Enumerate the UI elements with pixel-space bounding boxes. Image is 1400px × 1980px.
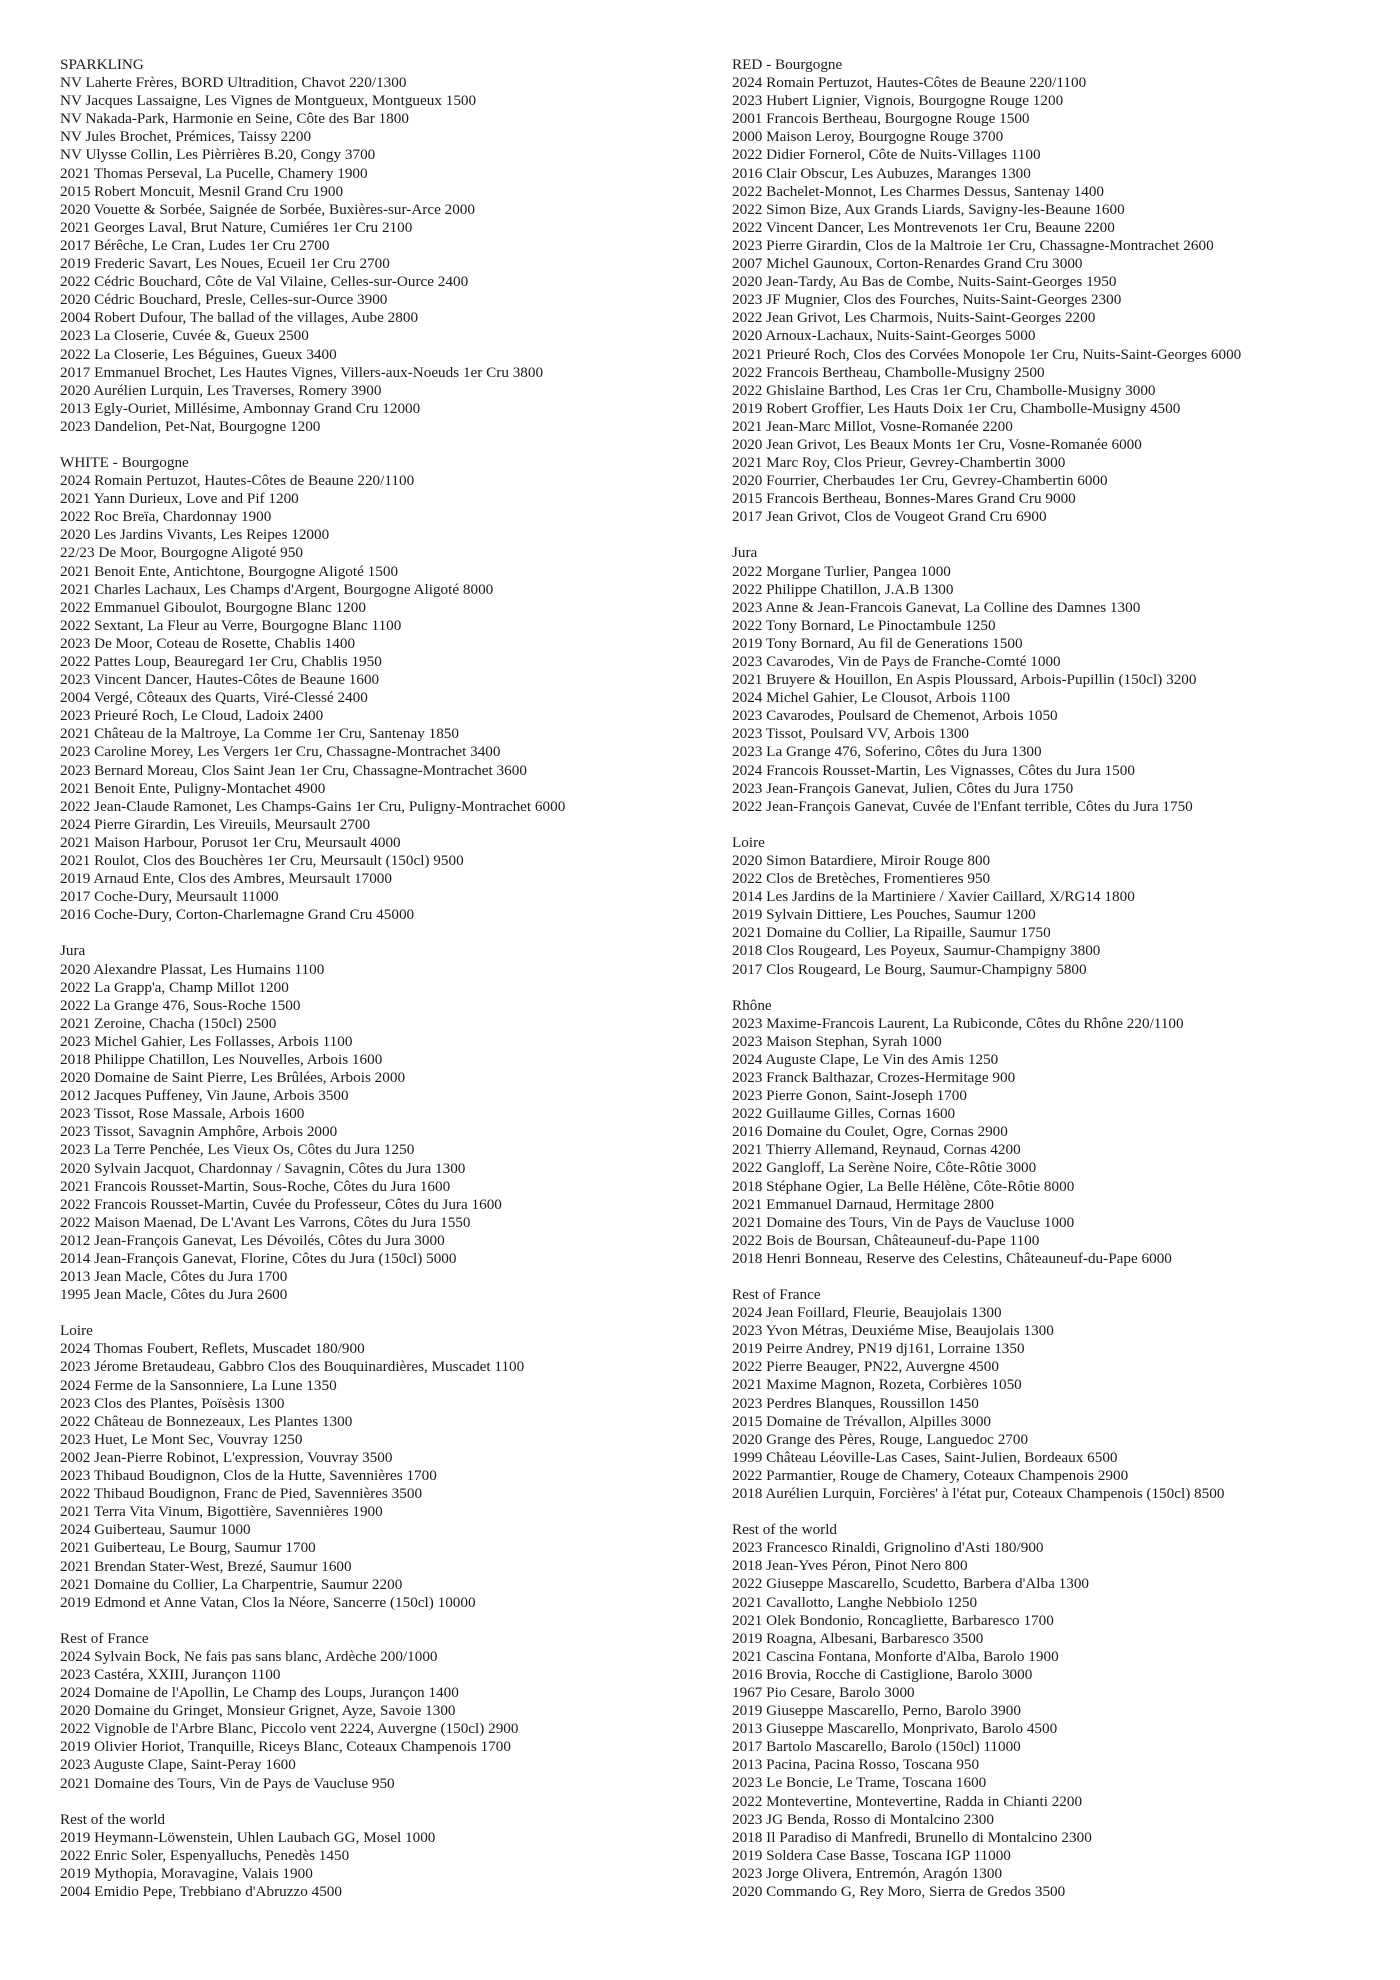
wine-entry: 2018 Aurélien Lurquin, Forcières' à l'état pur, Coteaux Champenois (150cl) 8500 <box>732 1485 1225 1503</box>
wine-entry: 2021 Maison Harbour, Porusot 1er Cru, Meursault 4000 <box>60 833 401 851</box>
wine-entry: 2013 Giuseppe Mascarello, Monprivato, Barolo 4500 <box>732 1720 1058 1738</box>
wine-entry: 2023 Hubert Lignier, Vignois, Bourgogne Rouge 1200 <box>732 92 1064 110</box>
wine-section-rest-of-france <box>732 1286 1392 1503</box>
wine-entry: 2023 Perdres Blanques, Roussillon 1450 <box>732 1394 979 1412</box>
wine-entry: 2021 Terra Vita Vinum, Bigottière, Savennières 1900 <box>60 1503 383 1521</box>
wine-entry: 2020 Fourrier, Cherbaudes 1er Cru, Gevrey-Chambertin 6000 <box>732 472 1108 490</box>
wine-entry: 2022 Didier Fornerol, Côte de Nuits-Villages 1100 <box>732 146 1041 164</box>
wine-entry: 2023 De Moor, Coteau de Rosette, Chablis 1400 <box>60 634 356 652</box>
wine-entry: 2022 Maison Maenad, De L'Avant Les Varrons, Côtes du Jura 1550 <box>60 1213 471 1231</box>
wine-entry: 2021 Thierry Allemand, Reynaud, Cornas 4200 <box>732 1141 1021 1159</box>
wine-entry: 2022 Thibaud Boudignon, Franc de Pied, Savennières 3500 <box>60 1485 423 1503</box>
wine-section-red-bourgogne <box>732 56 1392 526</box>
wine-entry: 2023 Jean-François Ganevat, Julien, Côtes du Jura 1750 <box>732 779 1074 797</box>
wine-entry: 2021 Domaine des Tours, Vin de Pays de Vaucluse 1000 <box>732 1213 1075 1231</box>
wine-entry: 2022 Philippe Chatillon, J.A.B 1300 <box>732 580 954 598</box>
wine-entry: 2023 Cavarodes, Vin de Pays de Franche-Comté 1000 <box>732 653 1061 670</box>
wine-entry: NV Jules Brochet, Prémices, Taissy 2200 <box>60 128 312 146</box>
wine-entry: 2023 Auguste Clape, Saint-Peray 1600 <box>60 1756 296 1774</box>
wine-entry: 2023 Pierre Girardin, Clos de la Maltroie 1er Cru, Chassagne-Montrachet 2600 <box>732 236 1214 254</box>
wine-entry: 2019 Frederic Savart, Les Noues, Ecueil 1er Cru 2700 <box>60 255 390 273</box>
wine-entry: 2013 Egly-Ouriet, Millésime, Ambonnay Grand Cru 12000 <box>60 399 421 417</box>
wine-entry: 2023 Francesco Rinaldi, Grignolino d'Asti 180/900 <box>732 1539 1044 1557</box>
wine-entry: 2023 Clos des Plantes, Poïsèsis 1300 <box>60 1394 285 1412</box>
wine-entry: 2023 Vincent Dancer, Hautes-Côtes de Beaune 1600 <box>60 671 380 689</box>
wine-entry: 2022 Parmantier, Rouge de Chamery, Coteaux Champenois 2900 <box>732 1466 1129 1484</box>
wine-section-jura <box>732 544 1392 815</box>
section-title: Loire <box>732 833 765 851</box>
wine-entry: 2022 Ghislaine Barthod, Les Cras 1er Cru, Chambolle-Musigny 3000 <box>732 381 1156 399</box>
wine-entry: 2022 Gangloff, La Serène Noire, Côte-Rôtie 3000 <box>732 1159 1037 1177</box>
section-title: Rhône <box>732 996 772 1014</box>
wine-entry: 2021 Benoit Ente, Puligny-Montachet 4900 <box>60 779 326 797</box>
wine-entry: 2024 Jean Foillard, Fleurie, Beaujolais 1300 <box>732 1304 1002 1322</box>
wine-entry: 2024 Romain Pertuzot, Hautes-Côtes de Beaune 220/1100 <box>732 74 1087 92</box>
wine-entry: 2023 Yvon Métras, Deuxiéme Mise, Beaujolais 1300 <box>732 1322 1054 1340</box>
wine-entry: 2023 Bernard Moreau, Clos Saint Jean 1er Cru, Chassagne-Montrachet 3600 <box>60 761 527 779</box>
wine-entry: 2022 Enric Soler, Espenyalluchs, Penedès 1450 <box>60 1846 350 1864</box>
wine-entry: 2023 Jorge Olivera, Entremón, Aragón 1300 <box>732 1864 1003 1882</box>
wine-entry: 2022 Jean-François Ganevat, Cuvée de l'Enfant terrible, Côtes du Jura 1750 <box>732 797 1193 815</box>
wine-entry: 2020 Les Jardins Vivants, Les Reipes 12000 <box>60 526 330 544</box>
wine-entry: 2024 Ferme de la Sansonniere, La Lune 1350 <box>60 1376 337 1394</box>
wine-entry: 2021 Yann Durieux, Love and Pif 1200 <box>60 490 299 508</box>
wine-entry: 2018 Stéphane Ogier, La Belle Hélène, Côte-Rôtie 8000 <box>732 1177 1075 1195</box>
wine-entry: 2020 Domaine de Saint Pierre, Les Brûlées, Arbois 2000 <box>60 1069 406 1087</box>
wine-entry: 2023 La Terre Penchée, Les Vieux Os, Côtes du Jura 1250 <box>60 1141 415 1159</box>
wine-entry: 2022 Tony Bornard, Le Pinoctambule 1250 <box>732 616 996 634</box>
wine-entry: 1999 Château Léoville-Las Cases, Saint-Julien, Bordeaux 6500 <box>732 1448 1118 1466</box>
wine-entry: 2020 Jean-Tardy, Au Bas de Combe, Nuits-Saint-Georges 1950 <box>732 273 1117 291</box>
wine-entry: 2022 Cédric Bouchard, Côte de Val Vilaine, Celles-sur-Ource 2400 <box>60 273 469 291</box>
wine-entry: 2019 Tony Bornard, Au fil de Generations 1500 <box>732 634 1023 652</box>
wine-section-rhone <box>732 997 1392 1268</box>
wine-entry: 2021 Marc Roy, Clos Prieur, Gevrey-Chambertin 3000 <box>732 454 1066 472</box>
wine-entry: 2019 Mythopia, Moravagine, Valais 1900 <box>60 1864 313 1882</box>
wine-entry: 2021 Prieuré Roch, Clos des Corvées Monopole 1er Cru, Nuits-Saint-Georges 6000 <box>732 345 1242 363</box>
wine-entry: 2023 Maxime-Francois Laurent, La Rubiconde, Côtes du Rhône 220/1100 <box>732 1014 1184 1032</box>
section-title: RED - Bourgogne <box>732 56 843 73</box>
wine-entry: 2022 Morgane Turlier, Pangea 1000 <box>732 562 951 580</box>
wine-entry: 2022 Sextant, La Fleur au Verre, Bourgogne Blanc 1100 <box>60 616 402 634</box>
wine-list <box>60 1648 720 1793</box>
wine-entry: 2020 Sylvain Jacquot, Chardonnay / Savagnin, Côtes du Jura 1300 <box>60 1159 466 1177</box>
wine-entry: 2022 La Grapp'a, Champ Millot 1200 <box>60 978 289 996</box>
wine-entry: 2022 Pierre Beauger, PN22, Auvergne 4500 <box>732 1358 999 1376</box>
section-title: Rest of France <box>732 1286 821 1303</box>
wine-entry: 2022 Bois de Boursan, Châteauneuf-du-Pape 1100 <box>732 1231 1040 1249</box>
wine-entry: 2012 Jean-François Ganevat, Les Dévoilés, Côtes du Jura 3000 <box>60 1231 445 1249</box>
wine-entry: 2012 Jacques Puffeney, Vin Jaune, Arbois 3500 <box>60 1087 349 1105</box>
wine-entry: 2024 Sylvain Bock, Ne fais pas sans blanc, Ardèche 200/1000 <box>60 1647 438 1665</box>
wine-entry: 2023 Tissot, Poulsard VV, Arbois 1300 <box>732 725 970 743</box>
wine-entry: 2014 Les Jardins de la Martiniere / Xavier Caillard, X/RG14 1800 <box>732 888 1135 906</box>
section-title: Jura <box>732 544 758 562</box>
wine-entry: 2022 Roc Breïa, Chardonnay 1900 <box>60 508 272 526</box>
wine-section-loire <box>60 1322 720 1612</box>
wine-entry: 2023 Dandelion, Pet-Nat, Bourgogne 1200 <box>60 417 321 435</box>
wine-entry: 2021 Benoit Ente, Antichtone, Bourgogne Aligoté 1500 <box>60 562 399 580</box>
wine-list <box>60 1340 720 1611</box>
wine-section-loire <box>732 834 1392 979</box>
wine-entry: 2019 Peirre Andrey, PN19 dj161, Lorraine 1350 <box>732 1340 1025 1358</box>
wine-section-white-bourgogne <box>60 454 720 924</box>
wine-entry: 2023 JG Benda, Rosso di Montalcino 2300 <box>732 1810 994 1828</box>
wine-entry: 2020 Grange des Pères, Rouge, Languedoc 2700 <box>732 1430 1029 1448</box>
wine-entry: 2019 Soldera Case Basse, Toscana IGP 11000 <box>732 1846 1011 1864</box>
wine-entry: 2021 Emmanuel Darnaud, Hermitage 2800 <box>732 1195 994 1213</box>
wine-entry: 22/23 De Moor, Bourgogne Aligoté 950 <box>60 544 303 562</box>
wine-entry: 2023 La Closerie, Cuvée &, Gueux 2500 <box>60 327 309 345</box>
wine-entry: 2024 Pierre Girardin, Les Vireuils, Meursault 2700 <box>60 815 371 833</box>
wine-entry: NV Ulysse Collin, Les Pièrrières B.20, Congy 3700 <box>60 146 376 164</box>
wine-entry: 2024 Francois Rousset-Martin, Les Vignasses, Côtes du Jura 1500 <box>732 761 1135 779</box>
wine-entry: 2023 Jérome Bretaudeau, Gabbro Clos des Bouquinardières, Muscadet 1100 <box>60 1358 525 1376</box>
wine-entry: 2015 Francois Bertheau, Bonnes-Mares Grand Cru 9000 <box>732 490 1076 508</box>
wine-entry: 2015 Domaine de Trévallon, Alpilles 3000 <box>732 1412 992 1430</box>
wine-entry: 2020 Jean Grivot, Les Beaux Monts 1er Cru, Vosne-Romanée 6000 <box>732 435 1142 453</box>
wine-list <box>732 852 1392 979</box>
wine-entry: 2022 Pattes Loup, Beauregard 1er Cru, Chablis 1950 <box>60 653 382 670</box>
wine-entry: 2020 Arnoux-Lachaux, Nuits-Saint-Georges 5000 <box>732 327 1036 345</box>
wine-entry: 2022 Jean Grivot, Les Charmois, Nuits-Saint-Georges 2200 <box>732 309 1096 327</box>
wine-entry: 2022 Montevertine, Montevertine, Radda in Chianti 2200 <box>732 1792 1083 1810</box>
wine-list <box>60 961 720 1305</box>
wine-list <box>732 1539 1392 1901</box>
wine-entry: 2018 Il Paradiso di Manfredi, Brunello di Montalcino 2300 <box>732 1828 1092 1846</box>
wine-entry: 2023 Le Boncie, Le Trame, Toscana 1600 <box>732 1774 987 1792</box>
wine-entry: 2018 Jean-Yves Péron, Pinot Nero 800 <box>732 1557 968 1575</box>
section-title: Rest of France <box>60 1629 149 1647</box>
wine-section-sparkling <box>60 56 720 436</box>
wine-entry: 2017 Coche-Dury, Meursault 11000 <box>60 888 279 906</box>
wine-entry: 2021 Cascina Fontana, Monforte d'Alba, Barolo 1900 <box>732 1647 1059 1665</box>
wine-entry: 2021 Brendan Stater-West, Brezé, Saumur 1600 <box>60 1557 352 1575</box>
wine-entry: 2021 Zeroine, Chacha (150cl) 2500 <box>60 1014 277 1032</box>
wine-entry: 2021 Thomas Perseval, La Pucelle, Chamery 1900 <box>60 164 368 182</box>
wine-entry: 2018 Philippe Chatillon, Les Nouvelles, Arbois 1600 <box>60 1050 383 1068</box>
wine-entry: 2023 Prieuré Roch, Le Cloud, Ladoix 2400 <box>60 707 324 725</box>
wine-entry: 2021 Domaine des Tours, Vin de Pays de Vaucluse 950 <box>60 1774 395 1792</box>
wine-entry: 2021 Domaine du Collier, La Charpentrie, Saumur 2200 <box>60 1575 403 1593</box>
wine-entry: 2007 Michel Gaunoux, Corton-Renardes Grand Cru 3000 <box>732 255 1083 273</box>
wine-entry: 2023 Anne & Jean-Francois Ganevat, La Colline des Damnes 1300 <box>732 598 1141 616</box>
wine-entry: 2020 Simon Batardiere, Miroir Rouge 800 <box>732 851 991 869</box>
wine-entry: 2021 Cavallotto, Langhe Nebbiolo 1250 <box>732 1593 978 1611</box>
wine-entry: 2017 Bérêche, Le Cran, Ludes 1er Cru 2700 <box>60 236 330 254</box>
wine-entry: 2020 Aurélien Lurquin, Les Traverses, Romery 3900 <box>60 381 382 399</box>
wine-entry: 2022 Simon Bize, Aux Grands Liards, Savigny-les-Beaune 1600 <box>732 200 1125 218</box>
wine-entry: 2023 Tissot, Rose Massale, Arbois 1600 <box>60 1105 305 1123</box>
wine-entry: 2021 Bruyere & Houillon, En Aspis Ploussard, Arbois-Pupillin (150cl) 3200 <box>732 671 1197 689</box>
wine-list <box>60 74 720 436</box>
wine-entry: 2023 Maison Stephan, Syrah 1000 <box>732 1032 942 1050</box>
wine-entry: 2016 Domaine du Coulet, Ogre, Cornas 2900 <box>732 1123 1008 1141</box>
wine-entry: 2022 Guillaume Gilles, Cornas 1600 <box>732 1105 956 1123</box>
wine-entry: 2018 Henri Bonneau, Reserve des Celestins, Châteauneuf-du-Pape 6000 <box>732 1249 1172 1267</box>
wine-entry: 2024 Thomas Foubert, Reflets, Muscadet 180/900 <box>60 1340 365 1358</box>
wine-entry: 2019 Edmond et Anne Vatan, Clos la Néore, Sancerre (150cl) 10000 <box>60 1593 476 1611</box>
wine-entry: 2017 Bartolo Mascarello, Barolo (150cl) 11000 <box>732 1738 1021 1756</box>
wine-entry: 2023 Franck Balthazar, Crozes-Hermitage 900 <box>732 1068 1016 1086</box>
wine-entry: 2021 Château de la Maltroye, La Comme 1er Cru, Santenay 1850 <box>60 725 459 743</box>
wine-entry: 2021 Georges Laval, Brut Nature, Cumiéres 1er Cru 2100 <box>60 218 413 236</box>
wine-entry: 2021 Domaine du Collier, La Ripaille, Saumur 1750 <box>732 924 1051 942</box>
wine-entry: 2022 Francois Rousset-Martin, Cuvée du Professeur, Côtes du Jura 1600 <box>60 1195 502 1213</box>
wine-entry: 2018 Clos Rougeard, Les Poyeux, Saumur-Champigny 3800 <box>732 942 1101 960</box>
wine-entry: 2016 Brovia, Rocche di Castiglione, Barolo 3000 <box>732 1665 1033 1683</box>
wine-entry: 2024 Romain Pertuzot, Hautes-Côtes de Beaune 220/1100 <box>60 472 415 490</box>
wine-list <box>732 74 1392 526</box>
wine-entry: 2013 Pacina, Pacina Rosso, Toscana 950 <box>732 1756 980 1774</box>
wine-entry: 2020 Commando G, Rey Moro, Sierra de Gredos 3500 <box>732 1883 1066 1900</box>
wine-section-rest-of-the-world <box>60 1811 720 1901</box>
wine-section-jura <box>60 942 720 1304</box>
wine-entry: 2019 Robert Groffier, Les Hauts Doix 1er Cru, Chambolle-Musigny 4500 <box>732 399 1181 417</box>
wine-entry: 2022 La Grange 476, Sous-Roche 1500 <box>60 996 301 1014</box>
wine-entry: 2023 Pierre Gonon, Saint-Joseph 1700 <box>732 1087 967 1105</box>
wine-entry: 2016 Coche-Dury, Corton-Charlemagne Grand Cru 45000 <box>60 906 415 924</box>
wine-entry: NV Nakada-Park, Harmonie en Seine, Côte des Bar 1800 <box>60 110 409 128</box>
wine-list <box>732 1015 1392 1268</box>
section-title: Rest of the world <box>732 1521 838 1539</box>
wine-entry: 2021 Olek Bondonio, Roncagliette, Barbaresco 1700 <box>732 1611 1054 1629</box>
wine-entry: 2022 Clos de Bretèches, Fromentieres 950 <box>732 870 991 888</box>
wine-entry: 2023 Thibaud Boudignon, Clos de la Hutte, Savennières 1700 <box>60 1467 437 1485</box>
wine-entry: 2014 Jean-François Ganevat, Florine, Côtes du Jura (150cl) 5000 <box>60 1250 457 1267</box>
wine-entry: 2017 Emmanuel Brochet, Les Hautes Vignes, Villers-aux-Noeuds 1er Cru 3800 <box>60 363 544 381</box>
wine-entry: 2024 Domaine de l'Apollin, Le Champ des Loups, Jurançon 1400 <box>60 1684 459 1702</box>
wine-entry: 2023 Cavarodes, Poulsard de Chemenot, Arbois 1050 <box>732 707 1058 725</box>
wine-entry: 2024 Auguste Clape, Le Vin des Amis 1250 <box>732 1050 999 1068</box>
wine-entry: 2013 Jean Macle, Côtes du Jura 1700 <box>60 1268 288 1286</box>
wine-entry: 2019 Roagna, Albesani, Barbaresco 3500 <box>732 1629 984 1647</box>
wine-entry: 2021 Francois Rousset-Martin, Sous-Roche, Côtes du Jura 1600 <box>60 1177 451 1195</box>
wine-entry: 2020 Domaine du Gringet, Monsieur Grignet, Ayze, Savoie 1300 <box>60 1702 456 1720</box>
wine-entry: 2022 Vincent Dancer, Les Montrevenots 1er Cru, Beaune 2200 <box>732 218 1115 236</box>
left-column <box>60 56 720 1919</box>
wine-list <box>60 1829 720 1901</box>
wine-entry: 2022 Vignoble de l'Arbre Blanc, Piccolo vent 2224, Auvergne (150cl) 2900 <box>60 1720 519 1738</box>
wine-entry: 2020 Vouette & Sorbée, Saignée de Sorbée, Buxières-sur-Arce 2000 <box>60 200 475 218</box>
wine-entry: 2017 Clos Rougeard, Le Bourg, Saumur-Champigny 5800 <box>732 960 1087 978</box>
wine-entry: 2000 Maison Leroy, Bourgogne Rouge 3700 <box>732 128 1004 146</box>
wine-entry: 2019 Olivier Horiot, Tranquille, Riceys Blanc, Coteaux Champenois 1700 <box>60 1738 511 1756</box>
wine-entry: 2002 Jean-Pierre Robinot, L'expression, Vouvray 3500 <box>60 1448 393 1466</box>
wine-entry: 2021 Maxime Magnon, Rozeta, Corbières 1050 <box>732 1376 1022 1394</box>
section-title: Jura <box>60 942 86 960</box>
wine-entry: 2017 Jean Grivot, Clos de Vougeot Grand Cru 6900 <box>732 508 1047 526</box>
wine-entry: NV Laherte Frères, BORD Ultradition, Chavot 220/1300 <box>60 74 407 92</box>
wine-section-rest-of-the-world <box>732 1521 1392 1901</box>
wine-entry: 2021 Roulot, Clos des Bouchères 1er Cru, Meursault (150cl) 9500 <box>60 852 464 870</box>
wine-entry: 2023 Huet, Le Mont Sec, Vouvray 1250 <box>60 1430 303 1448</box>
wine-section-rest-of-france <box>60 1630 720 1793</box>
wine-list <box>732 1304 1392 1503</box>
wine-entry: 1967 Pio Cesare, Barolo 3000 <box>732 1683 915 1701</box>
wine-entry: 2021 Guiberteau, Le Bourg, Saumur 1700 <box>60 1539 316 1557</box>
wine-entry: 2020 Alexandre Plassat, Les Humains 1100 <box>60 960 325 978</box>
wine-entry: 2022 Bachelet-Monnot, Les Charmes Dessus, Santenay 1400 <box>732 182 1105 200</box>
wine-list <box>60 472 720 924</box>
wine-entry: 2023 La Grange 476, Soferino, Côtes du Jura 1300 <box>732 743 1042 761</box>
wine-entry: 2022 La Closerie, Les Béguines, Gueux 3400 <box>60 345 337 363</box>
wine-entry: 2021 Jean-Marc Millot, Vosne-Romanée 2200 <box>732 417 1013 435</box>
wine-entry: 2004 Vergé, Côteaux des Quarts, Viré-Clessé 2400 <box>60 689 368 707</box>
wine-entry: 2020 Cédric Bouchard, Presle, Celles-sur-Ource 3900 <box>60 291 388 309</box>
section-title: SPARKLING <box>60 56 144 73</box>
wine-entry: 2016 Clair Obscur, Les Aubuzes, Maranges 1300 <box>732 164 1031 182</box>
wine-entry: 2019 Heymann-Löwenstein, Uhlen Laubach GG, Mosel 1000 <box>60 1828 436 1846</box>
wine-entry: 2023 Tissot, Savagnin Amphôre, Arbois 2000 <box>60 1123 338 1141</box>
section-title: Rest of the world <box>60 1810 166 1828</box>
wine-entry: 2023 JF Mugnier, Clos des Fourches, Nuits-Saint-Georges 2300 <box>732 291 1122 309</box>
wine-entry: 2022 Emmanuel Giboulot, Bourgogne Blanc 1200 <box>60 598 366 616</box>
wine-entry: 2022 Château de Bonnezeaux, Les Plantes 1300 <box>60 1412 353 1430</box>
wine-entry: 2004 Robert Dufour, The ballad of the villages, Aube 2800 <box>60 309 419 327</box>
wine-entry: 2022 Jean-Claude Ramonet, Les Champs-Gains 1er Cru, Puligny-Montrachet 6000 <box>60 797 566 815</box>
wine-list <box>732 563 1392 816</box>
section-title: WHITE - Bourgogne <box>60 453 189 471</box>
wine-entry: 2004 Emidio Pepe, Trebbiano d'Abruzzo 4500 <box>60 1883 342 1900</box>
wine-entry: 2015 Robert Moncuit, Mesnil Grand Cru 1900 <box>60 182 344 200</box>
wine-entry: 2019 Giuseppe Mascarello, Perno, Barolo 3900 <box>732 1702 1021 1720</box>
wine-entry: 2022 Francois Bertheau, Chambolle-Musigny 2500 <box>732 363 1045 381</box>
wine-entry: 2023 Caroline Morey, Les Vergers 1er Cru, Chassagne-Montrachet 3400 <box>60 743 501 761</box>
wine-entry: 1995 Jean Macle, Côtes du Jura 2600 <box>60 1286 288 1304</box>
wine-entry: 2019 Sylvain Dittiere, Les Pouches, Saumur 1200 <box>732 906 1036 924</box>
section-title: Loire <box>60 1322 93 1340</box>
right-column <box>732 56 1392 1919</box>
wine-entry: 2023 Castéra, XXIII, Jurançon 1100 <box>60 1665 281 1683</box>
wine-entry: 2001 Francois Bertheau, Bourgogne Rouge 1500 <box>732 110 1030 128</box>
wine-entry: 2022 Giuseppe Mascarello, Scudetto, Barbera d'Alba 1300 <box>732 1575 1090 1593</box>
wine-entry: 2019 Arnaud Ente, Clos des Ambres, Meursault 17000 <box>60 870 392 888</box>
wine-entry: 2024 Michel Gahier, Le Clousot, Arbois 1100 <box>732 689 1011 707</box>
wine-entry: 2023 Michel Gahier, Les Follasses, Arbois 1100 <box>60 1032 353 1050</box>
wine-entry: 2021 Charles Lachaux, Les Champs d'Argent, Bourgogne Aligoté 8000 <box>60 580 494 598</box>
wine-entry: NV Jacques Lassaigne, Les Vignes de Montgueux, Montgueux 1500 <box>60 92 477 110</box>
wine-entry: 2024 Guiberteau, Saumur 1000 <box>60 1521 251 1539</box>
